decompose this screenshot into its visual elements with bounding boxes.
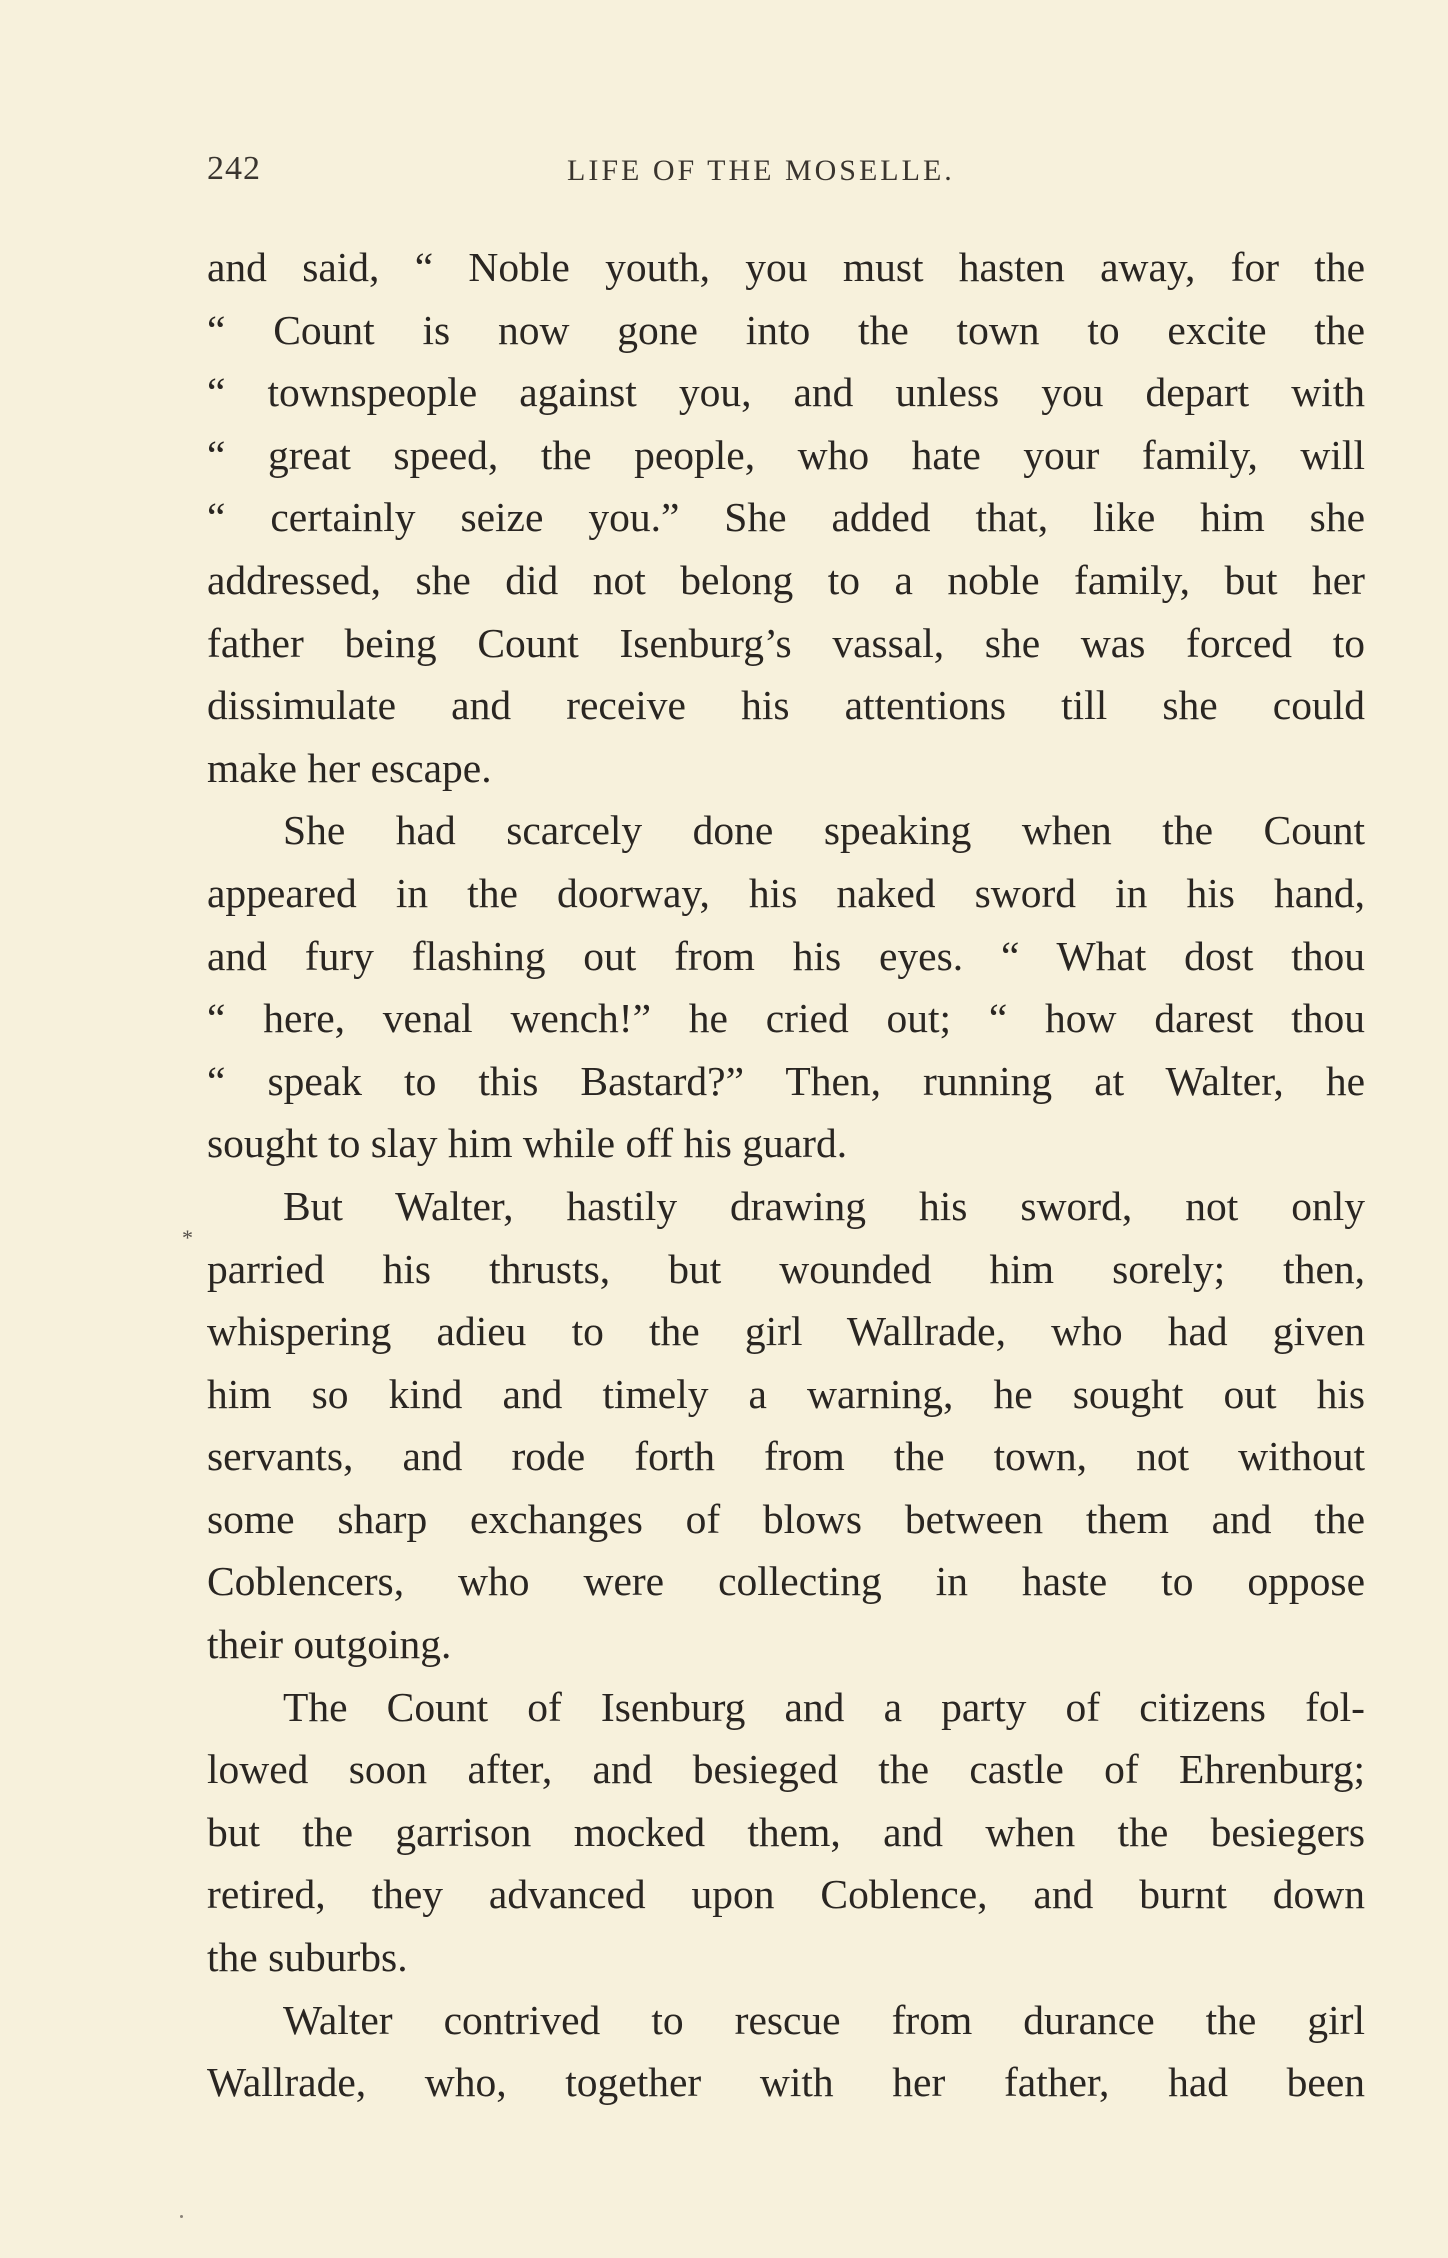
text-line: but the garrison mocked them, and when the besiegers [207, 1808, 1365, 1855]
text-line: She had scarcely done speaking when the Count [283, 807, 1365, 854]
text-line: dissimulate and receive his attentions till she could [207, 682, 1365, 729]
text-line: addressed, she did not belong to a noble family, but her [207, 556, 1365, 603]
text-line: But Walter, hastily drawing his sword, not only [283, 1182, 1365, 1229]
text-line: father being Count Isenburg’s vassal, she was forced to [207, 619, 1365, 666]
text-line: servants, and rode forth from the town, not without [207, 1433, 1365, 1480]
text-line: and said, “ Noble youth, you must hasten away, for the [207, 244, 1365, 290]
text-line: sought to slay him while off his guard. [207, 1120, 848, 1167]
text-line: their outgoing. [207, 1621, 452, 1668]
running-header [207, 150, 1365, 200]
paper-speck [180, 2215, 183, 2218]
text-line: “ certainly seize you.” She added that, like him she [207, 494, 1365, 541]
text-line: Coblencers, who were collecting in haste to oppose [207, 1558, 1365, 1605]
running-title: LIFE OF THE MOSELLE. [567, 154, 955, 187]
text-line: him so kind and timely a warning, he sought out his [207, 1370, 1365, 1417]
text-line: the suburbs. [207, 1934, 408, 1981]
text-line: Walter contrived to rescue from durance the girl [283, 1996, 1365, 2043]
text-line: “ here, venal wench!” he cried out; “ how darest thou [207, 995, 1365, 1042]
text-line: “ great speed, the people, who hate your family, will [207, 431, 1365, 478]
margin-mark: * [182, 1225, 193, 1250]
text-line: and fury flashing out from his eyes. “ What dost thou [207, 932, 1365, 979]
text-line: “ Count is now gone into the town to excite the [207, 306, 1365, 353]
text-line: “ speak to this Bastard?” Then, running at Walter, he [207, 1057, 1365, 1104]
text-line: appeared in the doorway, his naked sword in his hand, [207, 869, 1365, 916]
text-line: make her escape. [207, 744, 492, 791]
text-line: some sharp exchanges of blows between them and the [207, 1495, 1365, 1542]
body-text [207, 236, 1365, 2114]
text-line: parried his thrusts, but wounded him sorely; then, [207, 1245, 1365, 1292]
text-line: The Count of Isenburg and a party of citizens fol- [283, 1683, 1365, 1730]
text-line: “ townspeople against you, and unless you depart with [207, 369, 1365, 416]
page-number: 242 [207, 150, 261, 187]
text-line: lowed soon after, and besieged the castle of Ehrenburg; [207, 1746, 1365, 1793]
text-line: whispering adieu to the girl Wallrade, who had given [207, 1308, 1365, 1355]
text-line: retired, they advanced upon Coblence, and burnt down [207, 1871, 1365, 1918]
text-line: Wallrade, who, together with her father, had been [207, 2059, 1365, 2106]
